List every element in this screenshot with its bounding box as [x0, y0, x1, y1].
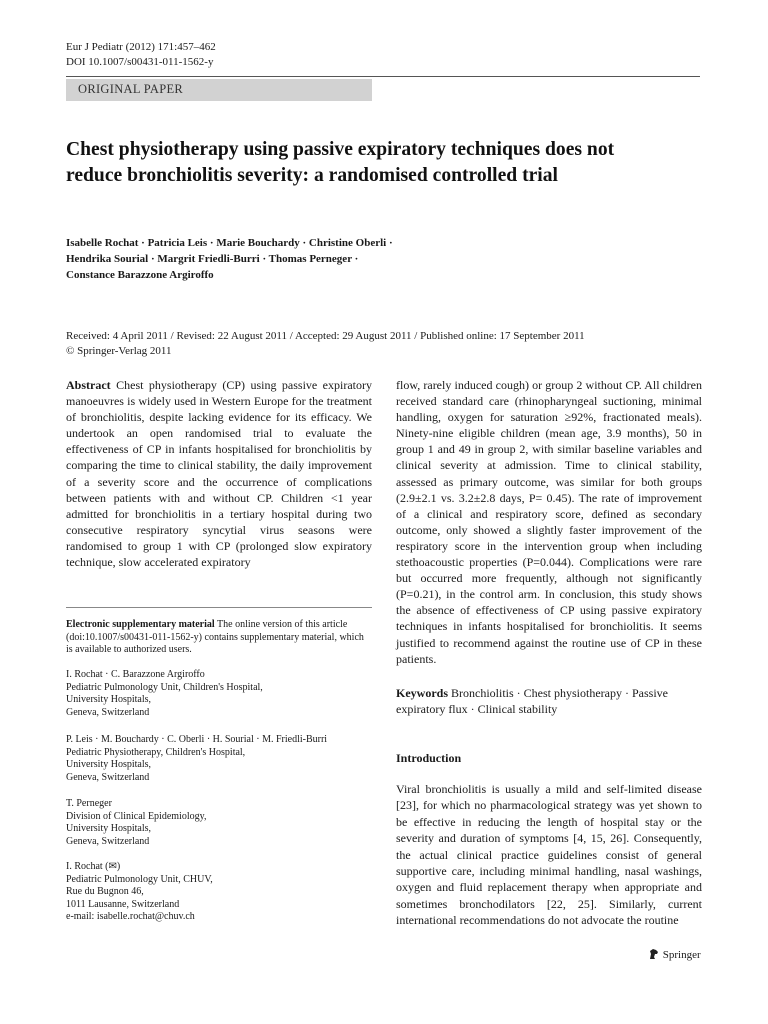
authors-line-3: Constance Barazzone Argiroffo	[66, 269, 214, 281]
keywords-label: Keywords	[396, 686, 448, 700]
affiliation-block	[66, 798, 366, 848]
affiliation-block	[66, 669, 366, 719]
section-label: ORIGINAL PAPER	[78, 82, 184, 96]
supplementary-label: Electronic supplementary material	[66, 619, 215, 630]
affiliation-line: Pediatric Physiotherapy, Children's Hospital,	[66, 746, 246, 758]
publisher-logo	[648, 948, 701, 961]
affiliation-line: Geneva, Switzerland	[66, 706, 150, 718]
authors-line-2: Hendrika Sourial · Margrit Friedli-Burri · Thomas Perneger ·	[66, 253, 359, 265]
introduction-heading: Introduction	[396, 751, 462, 765]
paper-title: Chest physiotherapy using passive expiratory techniques does not reduce bronchiolitis severity: a randomised controlled trial	[66, 139, 615, 186]
author-list	[66, 235, 666, 283]
authors-line-1: Isabelle Rochat · Patricia Leis · Marie Bouchardy · Christine Oberli ·	[66, 237, 393, 249]
affiliation-line: University Hospitals,	[66, 823, 151, 835]
affiliation-line: I. Rochat (✉)	[66, 861, 121, 872]
publisher-name: Springer	[662, 949, 701, 961]
footnote-rule	[66, 607, 372, 608]
springer-horse-icon	[648, 948, 660, 960]
affiliation-line: Pediatric Pulmonology Unit, CHUV,	[66, 873, 213, 885]
affiliation-line: Geneva, Switzerland	[66, 771, 150, 783]
keywords-text: Bronchiolitis · Chest physiotherapy · Passive expiratory flux · Clinical stability	[396, 686, 668, 716]
affiliation-block	[66, 734, 366, 784]
abstract-text-left: Chest physiotherapy (CP) using passive expiratory manoeuvres is widely used in Western Europe for the treatment of bronchiolitis, despite lacking evidence for its efficacy. We undertook an open randomised trial to evaluate the effectiveness of CP in infants hospitalised for bronchiolitis by comparing the time to clinical stability, the daily improvement of a severity score and the occurrence of complications between patients with and without CP. Children <1 year admitted for bronchiolitis in a tertiary hospital during two consecutive respiratory syncytial virus seasons were randomised to group 1 with CP (prolonged slow expiratory technique, slow accelerated expiratory	[66, 378, 372, 570]
introduction-text: Viral bronchiolitis is usually a mild and self-limited disease [23], for which no pharmacological strategy was yet shown to be effective in reducing the length of hospital stay or the severity and duration of symptoms [4, 15, 26]. Consequently, the actual clinical practice guidelines consist of general supportive care, including minimal handling, nasal washings, oxygen and fluid replacement therapy when appropriate and sometimes bronchodilators [22, 25]. Similarly, current international recommendations do not advocate the routine	[396, 782, 702, 928]
supplementary-note	[66, 619, 372, 657]
affiliation-line: T. Perneger	[66, 798, 112, 809]
publication-dates	[66, 329, 706, 359]
doi: DOI 10.1007/s00431-011-1562-y	[66, 56, 214, 68]
journal-header	[66, 40, 216, 70]
affiliation-line: Geneva, Switzerland	[66, 835, 150, 847]
copyright: © Springer-Verlag 2011	[66, 345, 172, 357]
abstract-text-right: flow, rarely induced cough) or group 2 without CP. All children received standard care (rhinopharyngeal suctioning, minimal handling, oxygen for saturation ≥92%, fractionated meals). Ninety-nine eligible children (mean age, 3.9 months), 50 in group 1 and 49 in group 2, with similar baseline variables and clinical severity at admission. Time to clinical stability, assessed as primary outcome, was similar for both groups (2.9±2.1 vs. 3.2±2.8 days, P= 0.45). The rate of improvement of a clinical and respiratory score, defined as secondary outcome, only showed a slightly faster improvement of the respiratory score in the intervention group when including stethoacoustic properties (P=0.044). Complications were rare but occurred more frequently, although not significantly (P=0.21), in the control arm. In conclusion, this study shows the absence of effectiveness of CP using passive expiratory techniques in infants hospitalised for bronchiolitis. It seems justified to recommend against the routine use of CP in these patients.	[396, 378, 702, 666]
affiliation-line: University Hospitals,	[66, 759, 151, 771]
email-address[interactable]: e-mail: isabelle.rochat@chuv.ch	[66, 911, 195, 923]
journal-citation: Eur J Pediatr (2012) 171:457–462	[66, 41, 216, 53]
supplementary-text: The online version of this article (doi:10.1007/s00431-011-1562-y) contains supplementary material, which is available to authorized users.	[66, 619, 364, 656]
abstract-left	[66, 377, 372, 570]
dates-line: Received: 4 April 2011 / Revised: 22 August 2011 / Accepted: 29 August 2011 / Published online: 17 September 2011	[66, 330, 585, 342]
abstract-label: Abstract	[66, 378, 111, 392]
affiliation-line: I. Rochat · C. Barazzone Argiroffo	[66, 669, 205, 680]
affiliation-line: 1011 Lausanne, Switzerland	[66, 898, 180, 910]
affiliation-line: Pediatric Pulmonology Unit, Children's Hospital,	[66, 681, 263, 693]
affiliation-line: Division of Clinical Epidemiology,	[66, 810, 207, 822]
section-band	[66, 79, 372, 101]
corresponding-author	[66, 861, 366, 924]
affiliation-line: P. Leis · M. Bouchardy · C. Oberli · H. Sourial · M. Friedli-Burri	[66, 734, 328, 745]
keywords	[396, 685, 702, 717]
affiliation-line: University Hospitals,	[66, 694, 151, 706]
abstract-right	[396, 377, 702, 667]
affiliation-line: Rue du Bugnon 46,	[66, 886, 144, 898]
header-rule	[66, 76, 700, 77]
